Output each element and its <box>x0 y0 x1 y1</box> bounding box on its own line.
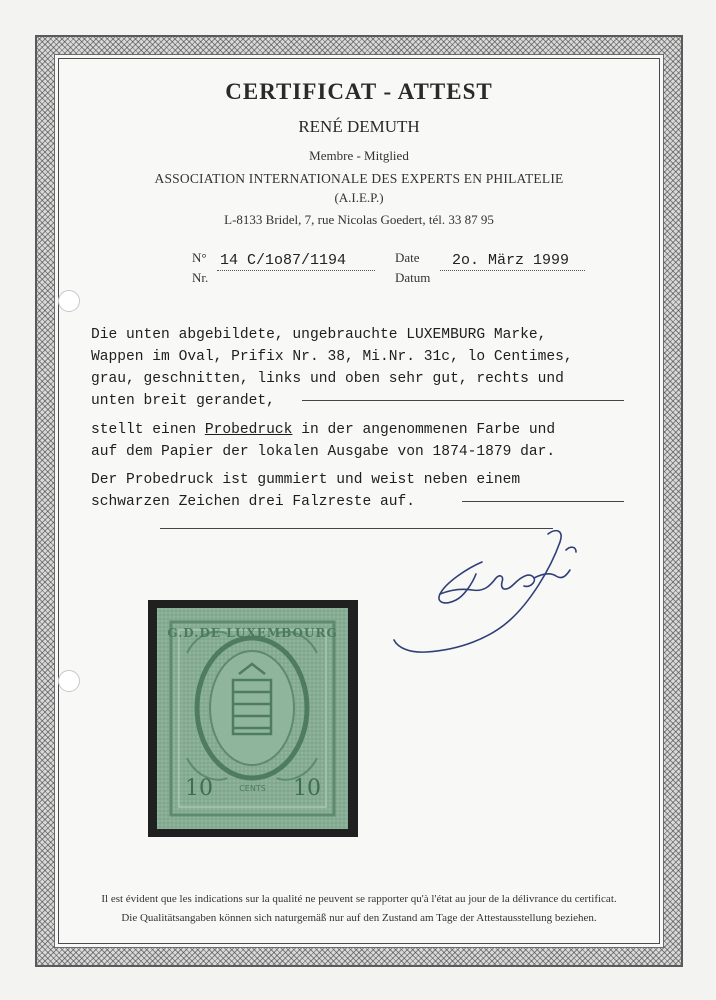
condition-line-2: schwarzen Zeichen drei Falzreste auf. <box>91 494 416 510</box>
condition-line-1: Der Probedruck ist gummiert und weist neben einem <box>91 472 521 488</box>
date-dotted-line <box>440 270 585 271</box>
stamp-image <box>157 608 348 829</box>
number-label-de: Nr. <box>192 270 209 285</box>
expert-address: L-8133 Bridel, 7, rue Nicolas Goedert, tél. 33 87 95 <box>224 212 494 227</box>
stamp-value-word: CENTS <box>239 784 266 793</box>
number-label: N° <box>192 250 207 265</box>
disclaimer-french: Il est évident que les indications sur la qualité ne peuvent se rapporter qu'à l'état au jour de la délivrance du certificat. <box>101 893 617 905</box>
fill-line-1 <box>302 400 624 401</box>
association-name: ASSOCIATION INTERNATIONALE DES EXPERTS EN PHILATELIE <box>154 171 564 186</box>
description-line-2: Wappen im Oval, Prifix Nr. 38, Mi.Nr. 31c, lo Centimes, <box>91 349 573 365</box>
punch-hole-bottom <box>58 670 80 692</box>
verdict-prefix: stellt einen <box>91 422 205 438</box>
description-line-1: Die unten abgebildete, ungebrauchte LUXEMBURG Marke, <box>91 327 547 343</box>
date-label: Date <box>395 250 420 265</box>
description-line-3: grau, geschnitten, links und oben sehr gut, rechts und <box>91 371 564 387</box>
description-line-4: unten breit gerandet, <box>91 393 275 409</box>
verdict-line-2: auf dem Papier der lokalen Ausgabe von 1874-1879 dar. <box>91 444 556 460</box>
signature <box>380 520 620 670</box>
number-dotted-line <box>217 270 375 271</box>
expert-name: RENÉ DEMUTH <box>298 117 420 136</box>
stamp-inscription: G.D.DE LUXEMBOURG <box>167 626 338 640</box>
certificate-title: CERTIFICAT - ATTEST <box>225 79 493 104</box>
verdict-keyword: Probedruck <box>204 422 293 438</box>
association-abbreviation: (A.I.E.P.) <box>334 190 384 205</box>
fill-line-2 <box>462 501 624 502</box>
punch-hole-top <box>58 290 80 312</box>
certificate-number: 14 C/1o87/1194 <box>220 252 347 269</box>
certificate-date: 2o. März 1999 <box>452 252 570 269</box>
disclaimer-german: Die Qualitätsangaben können sich naturgemäß nur auf den Zustand am Tage der Attestausstellung beziehen. <box>121 912 597 924</box>
stamp-value-left: 10 <box>185 776 213 801</box>
verdict-line-1 <box>91 420 555 441</box>
date-label-de: Datum <box>395 270 431 285</box>
stamp-value-right: 10 <box>293 776 321 801</box>
membership-line: Membre - Mitglied <box>309 148 409 163</box>
verdict-suffix: in der angenommenen Farbe und <box>292 422 556 438</box>
